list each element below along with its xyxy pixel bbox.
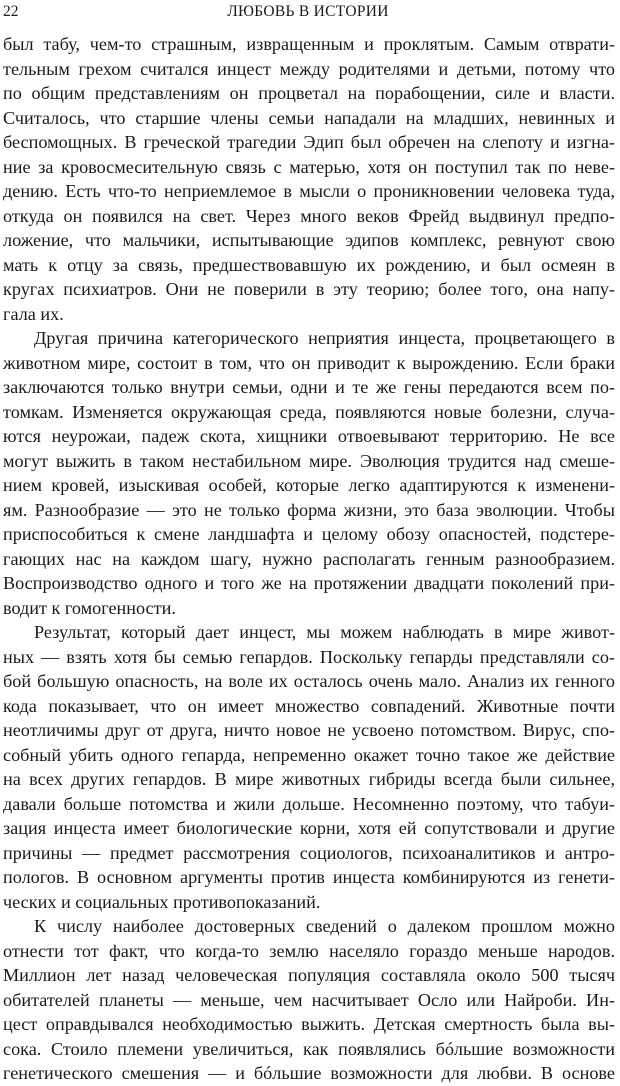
text-line: пологов. В основном аргументы против инцеста комбинируются из генети- <box>3 867 615 887</box>
text-line: цест оправдывался необходимостью выжить. Детская смертность была вы- <box>3 1014 615 1034</box>
text-line: ложение, что мальчики, испытывающие эдипов комплекс, ревнуют свою <box>3 230 615 250</box>
paragraph-end-line: водит к гомогенности. <box>3 597 176 618</box>
text-line: давали больше потомства и жили дольше. Несомненно поэтому, что табуи- <box>3 793 615 814</box>
text-line: дению. Есть что-то неприемлемое в мысли о проникновении человека туда, <box>3 181 615 201</box>
text-line: генетического смешения — и бóльшие возможности для любви. В основе <box>3 1063 615 1083</box>
text-line: Считалось, что старшие члены семьи нападали на младших, невинных и <box>3 107 615 128</box>
paragraph-end-line: ческих и социальных противопоказаний. <box>3 891 321 912</box>
page-number: 22 <box>3 3 19 20</box>
text-line: откуда он появился на свет. Через много веков Фрейд выдвинул предпо- <box>3 205 615 226</box>
text-line: ние за кровосмесительную связь с матерью, хотя он поступил так по неве- <box>3 156 615 177</box>
text-line: приспособиться к смене ландшафта и целому обозу опасностей, подстере- <box>3 524 615 544</box>
text-line: кругах психиатров. Они не поверили в эту теорию; более того, она напу- <box>3 279 615 299</box>
text-line: ются неурожаи, падеж скота, хищники отвоевывают территорию. Не все <box>3 426 615 446</box>
text-line: ям. Разнообразие — это не только форма жизни, это база эволюции. Чтобы <box>3 499 615 520</box>
text-line: неотличимы друг от друга, ничто новое не усвоено потомством. Вирус, спо- <box>3 720 615 740</box>
running-title: ЛЮБОВЬ В ИСТОРИИ <box>227 3 389 20</box>
body-text <box>3 32 615 1086</box>
text-line: могут выжить в таком нестабильном мире. Эволюция трудится над смеше- <box>3 450 615 471</box>
text-line: зация инцеста имеет биологические корни, хотя ей сопутствовали и другие <box>3 818 615 838</box>
text-line: бой большую опасность, на воле их осталось очень мало. Анализ их генного <box>3 671 615 691</box>
text-line: гающих нас на каждом шагу, нужно располагать генным разнообразием. <box>3 548 615 569</box>
text-line: по общим представлениям он процветал на порабощении, силе и власти. <box>3 83 615 103</box>
text-line: заключаются только внутри семьи, одни и те же гены передаются всем по- <box>3 377 615 397</box>
text-line: сока. Стоило племени увеличиться, как появлялись бóльшие возможности <box>3 1038 615 1059</box>
text-line: Миллион лет назад человеческая популяция составляла около 500 тысяч <box>3 965 615 985</box>
paragraph-first-line: Результат, который дает инцест, мы можем наблюдать в мире живот- <box>34 622 615 642</box>
text-line: отнести тот факт, что когда-то землю населяло гораздо меньше народов. <box>3 940 615 961</box>
text-line: обитателей планеты — меньше, чем насчитывает Осло или Найроби. Ин- <box>3 989 615 1010</box>
text-line: причины — предмет рассмотрения социологов, психоаналитиков и антро- <box>3 842 615 863</box>
text-line: ных — взять хотя бы семью гепардов. Поскольку гепарды представляли со- <box>3 646 615 667</box>
paragraph-first-line: Другая причина категорического неприятия инцеста, процветающего в <box>34 328 615 348</box>
text-line: на всех других гепардов. В мире животных гибриды всегда были сильнее, <box>3 769 615 789</box>
text-line: тельным грехом считался инцест между родителями и детьми, потому что <box>3 58 615 79</box>
paragraph-end-line: гала их. <box>3 303 64 324</box>
text-line: Воспроизводство одного и того же на протяжении двадцати поколений при- <box>3 573 615 593</box>
text-line: мать к отцу за связь, предшествовавшую их рождению, и был осмеян в <box>3 254 615 275</box>
text-line: животном мире, состоит в том, что он приводит к вырождению. Если браки <box>3 352 615 373</box>
paragraph-first-line: К числу наиболее достоверных сведений о далеком прошлом можно <box>34 916 615 936</box>
text-line: кода показывает, что он имеет множество совпадений. Животные почти <box>3 695 615 716</box>
text-line: собный убить одного гепарда, непременно окажет точно такое же действие <box>3 744 615 765</box>
running-head <box>3 2 613 22</box>
text-line: беспомощных. В греческой трагедии Эдип был обречен на слепоту и изгна- <box>3 132 615 152</box>
text-line: был табу, чем-то страшным, извращенным и проклятым. Самым отврати- <box>3 34 615 54</box>
text-line: томкам. Изменяется окружающая среда, появляются новые болезни, случа- <box>3 401 615 422</box>
text-line: нием кровей, изыскивая особей, которые легко адаптируются к изменени- <box>3 475 615 495</box>
